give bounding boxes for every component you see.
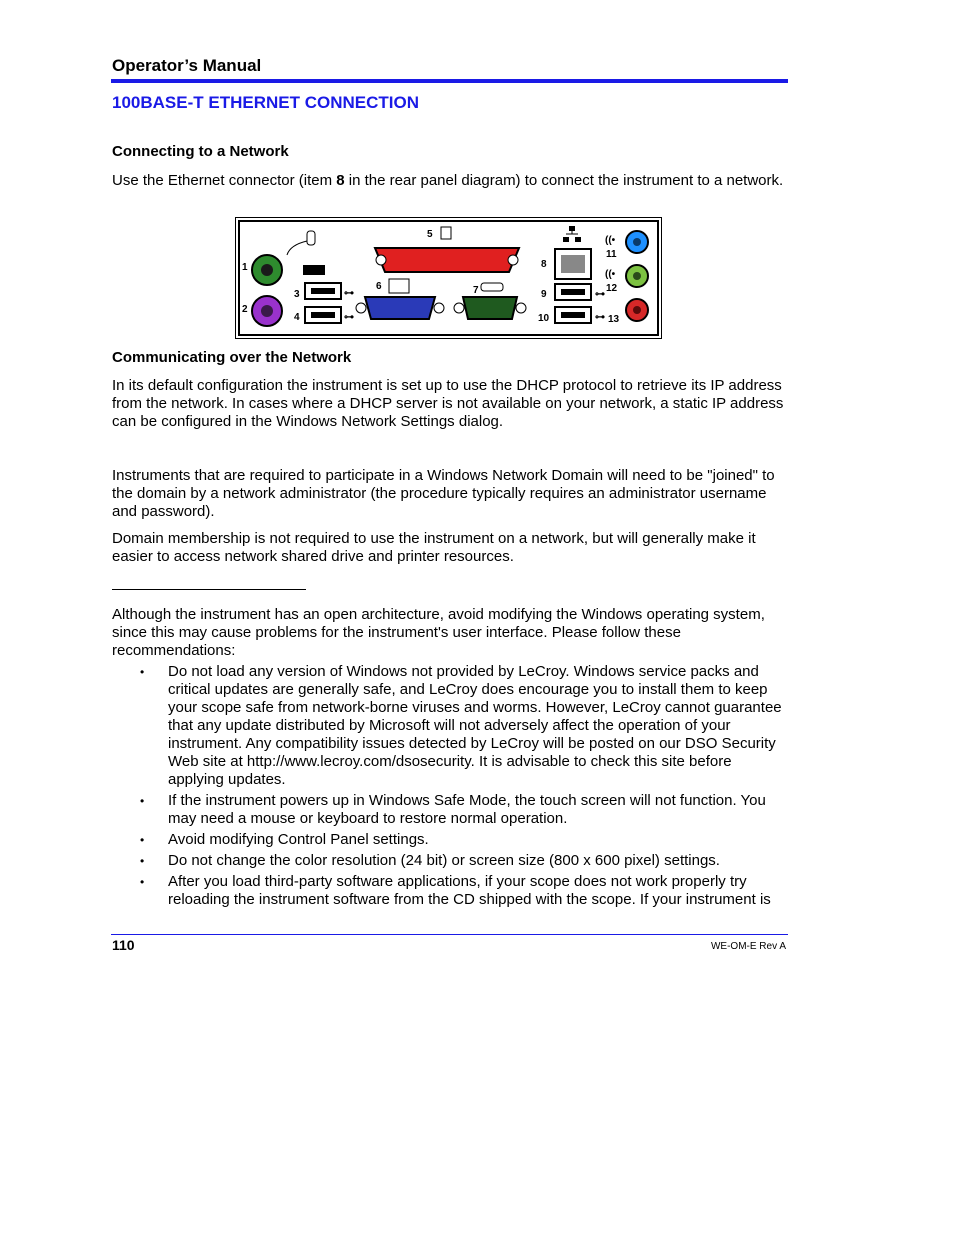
- diagram-label-9: 9: [541, 289, 547, 300]
- diagram-label-7: 7: [473, 285, 479, 296]
- diagram-label-8: 8: [541, 259, 547, 270]
- audio-jack-green: [626, 265, 648, 287]
- list-item-text: If the instrument powers up in Windows Safe Mode, the touch screen will not function. You may need a mouse or keyboard to restore normal operation.: [168, 792, 766, 827]
- ps2-keyboard-port: [252, 255, 282, 285]
- diagram-label-4: 4: [294, 312, 300, 323]
- bullet-glyph: •: [140, 854, 145, 868]
- parallel-port: [375, 248, 519, 272]
- diagram-label-2: 2: [242, 304, 248, 315]
- communicating-paragraph-1: In its default configuration the instrument is set up to use the DHCP protocol to retrieve its IP address from the network. In cases where a DHCP server is not available on your network, a static IP address can be configured in the Windows Network Settings dialog.: [112, 377, 784, 430]
- usb-port-10: [555, 307, 591, 323]
- list-item-text: Do not load any version of Windows not provided by LeCroy. Windows service packs and critical updates are generally safe, and LeCroy does encourage you to install them to keep your scope safe from network-borne viruses and worms. However, LeCroy cannot guarantee that any update distributed by Microsoft will not adversely affect the operation of your instrument. Any compatibility issues detected by LeCroy will be posted on our DSO Security Web site at http://www.lecroy.com/dsosecurity. It is advisable to check this site before applying updates.: [168, 663, 782, 788]
- diagram-label-6: 6: [376, 281, 382, 292]
- list-item: [140, 792, 790, 828]
- audio-jack-blue: [626, 231, 648, 253]
- header-rule: [111, 79, 788, 83]
- ps2-mouse-port: [252, 296, 282, 326]
- monitor-icon: [389, 279, 409, 293]
- diagram-label-5: 5: [427, 229, 433, 240]
- connecting-text-after: in the rear panel diagram) to connect the instrument to a network.: [344, 172, 784, 189]
- footer-rule: [111, 934, 788, 935]
- bullet-glyph: •: [140, 794, 145, 808]
- diagram-label-1: 1: [242, 262, 248, 273]
- usb-icon: ⊶: [595, 312, 605, 323]
- communicating-heading: Communicating over the Network: [112, 349, 352, 366]
- communicating-paragraph-3: Domain membership is not required to use the instrument on a network, but will generally make it easier to access network shared drive and printer resources.: [112, 530, 756, 565]
- usb-port-3: [305, 283, 341, 299]
- bullet-glyph: •: [140, 875, 145, 889]
- usb-port-4: [305, 307, 341, 323]
- list-item: [140, 852, 790, 870]
- section-divider: [112, 589, 306, 590]
- list-item-text: Avoid modifying Control Panel settings.: [168, 831, 429, 848]
- diagram-label-10: 10: [538, 313, 550, 324]
- page-number: 110: [112, 937, 135, 953]
- rear-panel-svg: [235, 217, 662, 339]
- list-item: [140, 663, 790, 789]
- ethernet-port: [555, 249, 591, 279]
- usb-port-9: [555, 284, 591, 300]
- audio-line-in-icon: ((•: [605, 235, 616, 246]
- connecting-paragraph: [112, 172, 790, 190]
- vga-port: [356, 297, 444, 319]
- recommendations-list: [140, 663, 790, 912]
- header-title: Operator’s Manual: [112, 56, 262, 75]
- windows-intro: Although the instrument has an open architecture, avoid modifying the Windows operating system, since this may cause problems for the instrument's user interface. Please follow these recommendations:: [112, 606, 765, 659]
- audio-line-out-icon: ((•: [605, 269, 616, 280]
- audio-jack-red: [626, 299, 648, 321]
- section-title: 100BASE-T ETHERNET CONNECTION: [112, 93, 419, 112]
- bullet-glyph: •: [140, 665, 145, 679]
- diagram-label-3: 3: [294, 289, 300, 300]
- list-item: [140, 873, 790, 909]
- keyboard-icon: [303, 265, 325, 275]
- printer-icon: [441, 227, 451, 239]
- item-number: 8: [336, 172, 345, 189]
- list-item-text: Do not change the color resolution (24 bit) or screen size (800 x 600 pixel) settings.: [168, 852, 720, 869]
- list-item-text: After you load third-party software applications, if your scope does not work properly try reloading the instrument software from the CD shipped with the scope. If your instrument is: [168, 873, 771, 908]
- document-id: WE-OM-E Rev A: [710, 941, 786, 952]
- diagram-label-13: 13: [608, 314, 620, 325]
- list-item: [140, 831, 790, 849]
- communicating-paragraph-2: Instruments that are required to participate in a Windows Network Domain will need to be "joined" to the domain by a network administrator (the procedure typically requires an administrator username and password).: [112, 467, 775, 520]
- diagram-label-11: 11: [606, 249, 617, 260]
- connecting-text-before: Use the Ethernet connector (item: [112, 172, 337, 189]
- usb-icon: ⊶: [344, 312, 354, 323]
- rear-panel-diagram: [235, 217, 662, 339]
- usb-icon: ⊶: [344, 288, 354, 299]
- connecting-heading: Connecting to a Network: [112, 143, 289, 160]
- bullet-glyph: •: [140, 833, 145, 847]
- usb-icon: ⊶: [595, 289, 605, 300]
- serial-icon: [481, 283, 503, 291]
- diagram-label-12: 12: [606, 283, 618, 294]
